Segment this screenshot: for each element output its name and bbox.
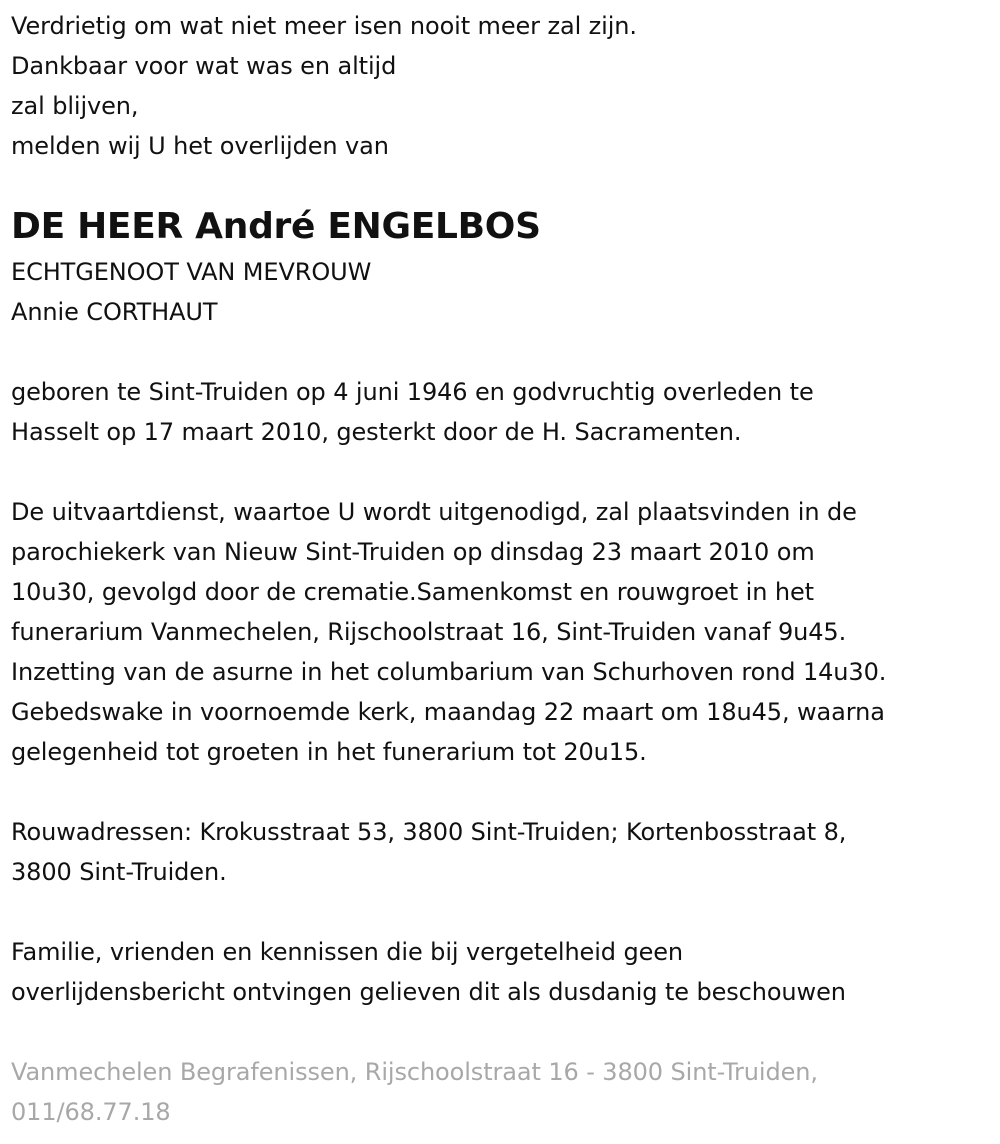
service-line-4: funerarium Vanmechelen, Rijschoolstraat 16, Sint-Truiden vanaf 9u45. bbox=[11, 618, 847, 646]
addresses-paragraph bbox=[11, 812, 996, 892]
service-line-3: 10u30, gevolgd door de crematie.Samenkomst en rouwgroet in het bbox=[11, 578, 814, 606]
addresses-line-2: 3800 Sint-Truiden. bbox=[11, 858, 227, 886]
service-line-5: Inzetting van de asurne in het columbarium van Schurhoven rond 14u30. bbox=[11, 658, 887, 686]
deceased-name: DE HEER André ENGELBOS bbox=[11, 206, 541, 247]
service-line-7: gelegenheid tot groeten in het funerarium tot 20u15. bbox=[11, 738, 647, 766]
intro-line-1: Verdrietig om wat niet meer isen nooit meer zal zijn. bbox=[11, 12, 637, 40]
notice-paragraph bbox=[11, 932, 996, 1012]
notice-line-2: overlijdensbericht ontvingen gelieven dit als dusdanig te beschouwen bbox=[11, 978, 846, 1006]
birth-death-line-1: geboren te Sint-Truiden op 4 juni 1946 en godvruchtig overleden te bbox=[11, 378, 814, 406]
intro-line-4: melden wij U het overlijden van bbox=[11, 132, 389, 160]
footer-line-1: Vanmechelen Begrafenissen, Rijschoolstraat 16 - 3800 Sint-Truiden, bbox=[11, 1058, 818, 1086]
footer-phone: 011/68.77.18 bbox=[11, 1098, 171, 1126]
deceased-block bbox=[11, 202, 996, 332]
funeral-home-footer bbox=[11, 1052, 996, 1132]
birth-death-paragraph bbox=[11, 372, 996, 452]
spouse-name: Annie CORTHAUT bbox=[11, 298, 218, 326]
obituary-notice bbox=[11, 6, 996, 1132]
intro-text bbox=[11, 6, 996, 166]
notice-line-1: Familie, vrienden en kennissen die bij vergetelheid geen bbox=[11, 938, 684, 966]
birth-death-line-2: Hasselt op 17 maart 2010, gesterkt door de H. Sacramenten. bbox=[11, 418, 742, 446]
intro-line-3: zal blijven, bbox=[11, 92, 139, 120]
service-paragraph bbox=[11, 492, 996, 772]
spouse-label: ECHTGENOOT VAN MEVROUW bbox=[11, 258, 372, 286]
service-line-2: parochiekerk van Nieuw Sint-Truiden op dinsdag 23 maart 2010 om bbox=[11, 538, 815, 566]
service-line-6: Gebedswake in voornoemde kerk, maandag 22 maart om 18u45, waarna bbox=[11, 698, 885, 726]
intro-line-2: Dankbaar voor wat was en altijd bbox=[11, 52, 397, 80]
service-line-1: De uitvaartdienst, waartoe U wordt uitgenodigd, zal plaatsvinden in de bbox=[11, 498, 857, 526]
addresses-line-1: Rouwadressen: Krokusstraat 53, 3800 Sint-Truiden; Kortenbosstraat 8, bbox=[11, 818, 847, 846]
